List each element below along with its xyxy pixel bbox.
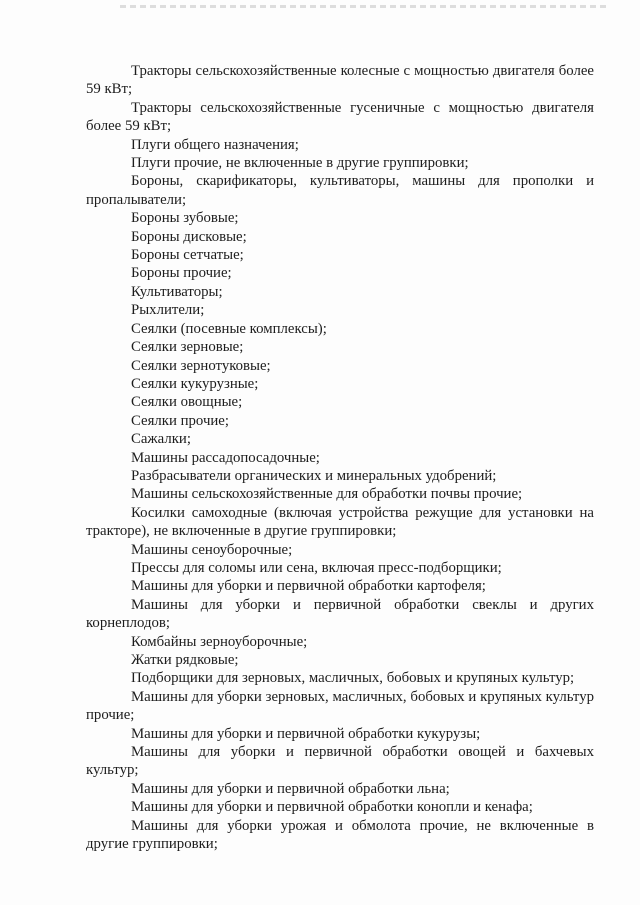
list-item: Сеялки (посевные комплексы); [131,320,327,337]
list-item: Машины сельскохозяйственные для обработки почвы прочие; [131,486,523,503]
list-item: Бороны прочие; [131,265,232,282]
list-item: Машины для уборки и первичной обработки картофеля; [131,578,486,595]
list-item: Комбайны зерноуборочные; [131,633,308,650]
list-item: Бороны сетчатые; [131,247,244,264]
list-item: Машины рассадопосадочные; [131,449,320,466]
list-item: Сажалки; [131,431,191,448]
equipment-list [86,62,594,853]
list-item: Тракторы сельскохозяйственные гусеничные с мощностью двигателя более 59 кВт; [86,99,594,135]
list-item: Машины сеноуборочные; [131,541,293,558]
list-item: Рыхлители; [131,302,205,319]
list-item: Бороны зубовые; [131,210,239,227]
list-item: Плуги прочие, не включенные в другие группировки; [131,155,469,172]
list-item: Культиваторы; [131,283,223,300]
list-item: Машины для уборки зерновых, масличных, бобовых и крупяных культур прочие; [86,688,594,724]
list-item: Разбрасыватели органических и минеральных удобрений; [131,467,497,484]
list-item: Сеялки кукурузные; [131,375,259,392]
list-item: Жатки рядковые; [131,652,239,668]
list-item: Машины для уборки и первичной обработки свеклы и других корнеплодов; [86,596,594,632]
list-item: Косилки самоходные (включая устройства режущие для установки на тракторе), не включенные в другие группировки; [86,504,594,540]
list-item: Бороны дисковые; [131,228,247,245]
list-item: Подборщики для зерновых, масличных, бобовых и крупяных культур; [131,670,575,687]
list-item: Прессы для соломы или сена, включая пресс-подборщики; [131,559,502,576]
list-item: Машины для уборки урожая и обмолота прочие, не включенные в другие группировки; [86,817,594,853]
list-item: Машины для уборки и первичной обработки льна; [131,780,450,797]
list-item: Машины для уборки и первичной обработки овощей и бахчевых культур; [86,744,594,779]
list-item: Сеялки зерновые; [131,339,244,356]
list-item: Плуги общего назначения; [131,136,299,153]
list-item: Сеялки овощные; [131,394,243,411]
list-item: Сеялки прочие; [131,412,229,429]
list-item: Тракторы сельскохозяйственные колесные с мощностью двигателя более 59 кВт; [86,63,594,98]
list-item: Сеялки зернотуковые; [131,357,271,374]
scan-artifact [120,5,610,8]
list-item: Машины для уборки и первичной обработки кукурузы; [131,725,481,742]
list-item: Машины для уборки и первичной обработки конопли и кенафа; [131,799,533,816]
list-item: Бороны, скарификаторы, культиваторы, машины для прополки и пропалыватели; [86,173,594,208]
